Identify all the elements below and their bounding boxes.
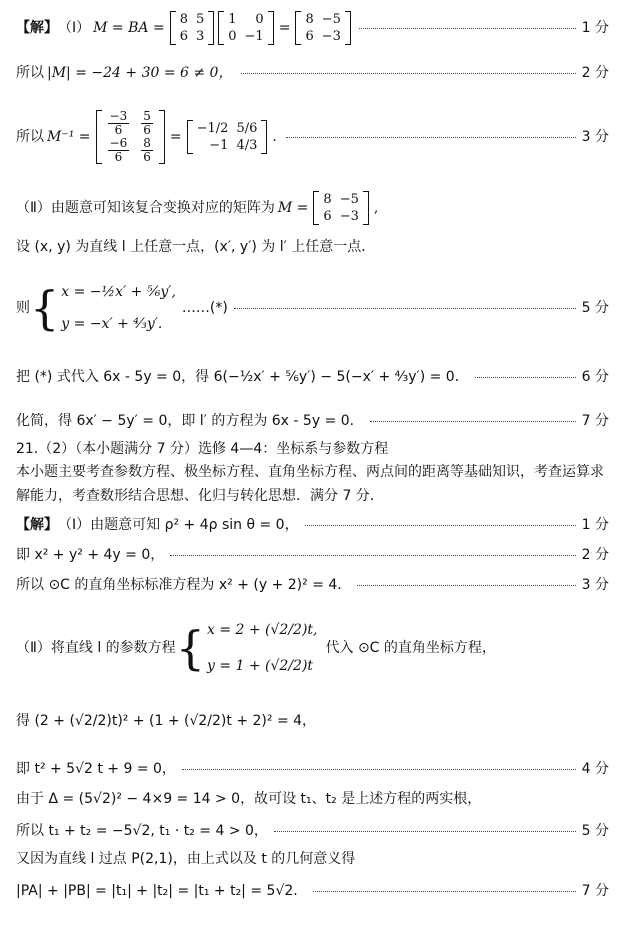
composite-matrix: 8 −5 6 −3 [313, 191, 368, 225]
score-mark: 2 分 [581, 547, 609, 563]
system-line: 则 { x = −½x′ + ⅚y′, y = −x′ + ⁴⁄₃y′. ……(*) 5 分 [16, 268, 609, 348]
q21-line8: 所以 t₁ + t₂ = −5√2, t₁ · t₂ = 4 > 0， 5 分 [16, 823, 609, 839]
leader-dots [313, 891, 575, 892]
q21-line4: （Ⅱ）将直线 l 的参数方程 { x = 2 + (√2/2)t, y = 1 + (√2/2)t 代入 ⊙C 的直角坐标方程， [16, 606, 609, 690]
leader-dots [241, 73, 575, 74]
q21-title: 21.（2）（本小题满分 7 分）选修 4—4：坐标系与参数方程 [16, 441, 389, 457]
part1-matrix-line: 【解】 （Ⅰ） M = BA = 8 5 6 3 1 0 0 −1 = 8 −5 6 −3 1 分 [16, 12, 609, 44]
score-mark: 3 分 [581, 577, 609, 593]
determinant-expr: |M| = −24 + 30 = 6 ≠ 0， [47, 65, 233, 81]
score-mark: 6 分 [581, 369, 609, 385]
part2-intro-line: （Ⅱ）由题意可知该复合变换对应的矩阵为 M = 8 −5 6 −3 , [16, 192, 379, 224]
q21-line6: 即 t² + 5√2 t + 9 = 0， 4 分 [16, 761, 609, 777]
score-mark: 1 分 [581, 20, 609, 36]
inverse-matrix-simplified: −1/2 5/6 −1 4/3 [187, 120, 268, 154]
solution-header: 【解】 [16, 20, 58, 36]
q21-description: 本小题主要考查参数方程、极坐标方程、直角坐标方程、两点间的距离等基础知识，考查运算求解能力，考查数形结合思想、化归与转化思想．满分 7 分． [16, 464, 604, 504]
q21-line7: 由于 Δ = (5√2)² − 4×9 = 14 > 0，故可设 t₁、t₂ 是上述方程的两实根， [16, 791, 482, 807]
leader-dots [475, 377, 576, 378]
point-setup-line: 设 (x, y) 为直线 l 上任意一点，(x′, y′) 为 l′ 上任意一点． [16, 239, 376, 255]
q21-line10: |PA| + |PB| = |t₁| + |t₂| = |t₁ + t₂| = 5√2． 7 分 [16, 883, 609, 899]
q21-line5: 得 (2 + (√2/2)t)² + (1 + (√2/2)t + 2)² = 4， [16, 713, 317, 729]
score-mark: 5 分 [581, 300, 609, 316]
q21-line9: 又因为直线 l 过点 P(2,1)，由上式以及 t 的几何意义得 [16, 851, 356, 867]
brace-glyph: { [175, 621, 205, 675]
score-mark: 7 分 [581, 413, 609, 429]
score-mark: 5 分 [581, 823, 609, 839]
leader-dots [286, 137, 576, 138]
leader-dots [370, 421, 576, 422]
determinant-line: 所以 |M| = −24 + 30 = 6 ≠ 0， 2 分 [16, 65, 609, 81]
inverse-matrix-raw: $\frac{-3}{6}$ $\frac{5}{6}$ $\frac{-6}{6}$ $\frac{8}{6}$ [96, 110, 165, 164]
part-one-label: （Ⅰ） [58, 20, 91, 36]
equation-system: x = −½x′ + ⅚y′, y = −x′ + ⁴⁄₃y′. [61, 284, 176, 332]
q21-line3: 所以 ⊙C 的直角坐标标准方程为 x² + (y + 2)² = 4． 3 分 [16, 577, 609, 593]
m-inverse-lhs: M⁻¹ = [47, 129, 91, 145]
score-mark: 2 分 [581, 65, 609, 81]
matrix-b: 8 5 6 3 [170, 11, 215, 45]
simplify-line: 化简，得 6x′ − 5y′ = 0，即 l′ 的方程为 6x - 5y = 0． 7 分 [16, 413, 609, 429]
leader-dots [274, 831, 576, 832]
matrix-m: 8 −5 6 −3 [295, 11, 350, 45]
score-mark: 7 分 [581, 883, 609, 899]
parametric-system: x = 2 + (√2/2)t, y = 1 + (√2/2)t [206, 622, 318, 674]
leader-dots [359, 28, 576, 29]
leader-dots [234, 308, 576, 309]
substitute-line: 把 (*) 式代入 6x - 5y = 0，得 6(−½x′ + ⅚y′) − 5(−x′ + ⁴⁄₃y′) = 0． 6 分 [16, 369, 609, 385]
matrix-a: 1 0 0 −1 [218, 11, 273, 45]
leader-dots [305, 525, 576, 526]
score-mark: 3 分 [581, 129, 609, 145]
m-equals-ba: M = BA = [93, 20, 165, 36]
score-mark: 1 分 [581, 517, 609, 533]
leader-dots [357, 585, 575, 586]
score-mark: 4 分 [581, 761, 609, 777]
q21-line2: 即 x² + y² + 4y = 0， 2 分 [16, 547, 609, 563]
inverse-line: 所以 M⁻¹ = $\frac{-3}{6}$ $\frac{5}{6}$ $\frac{-6}{6}$ $\frac{8}{6}$ = −1/2 5/6 −1 4/3 . 3 分 [16, 109, 609, 164]
leader-dots [170, 555, 575, 556]
brace-glyph: { [30, 281, 60, 335]
q21-line1: 【解】 （Ⅰ）由题意可知 ρ² + 4ρ sin θ = 0， 1 分 [16, 517, 609, 533]
leader-dots [182, 769, 576, 770]
